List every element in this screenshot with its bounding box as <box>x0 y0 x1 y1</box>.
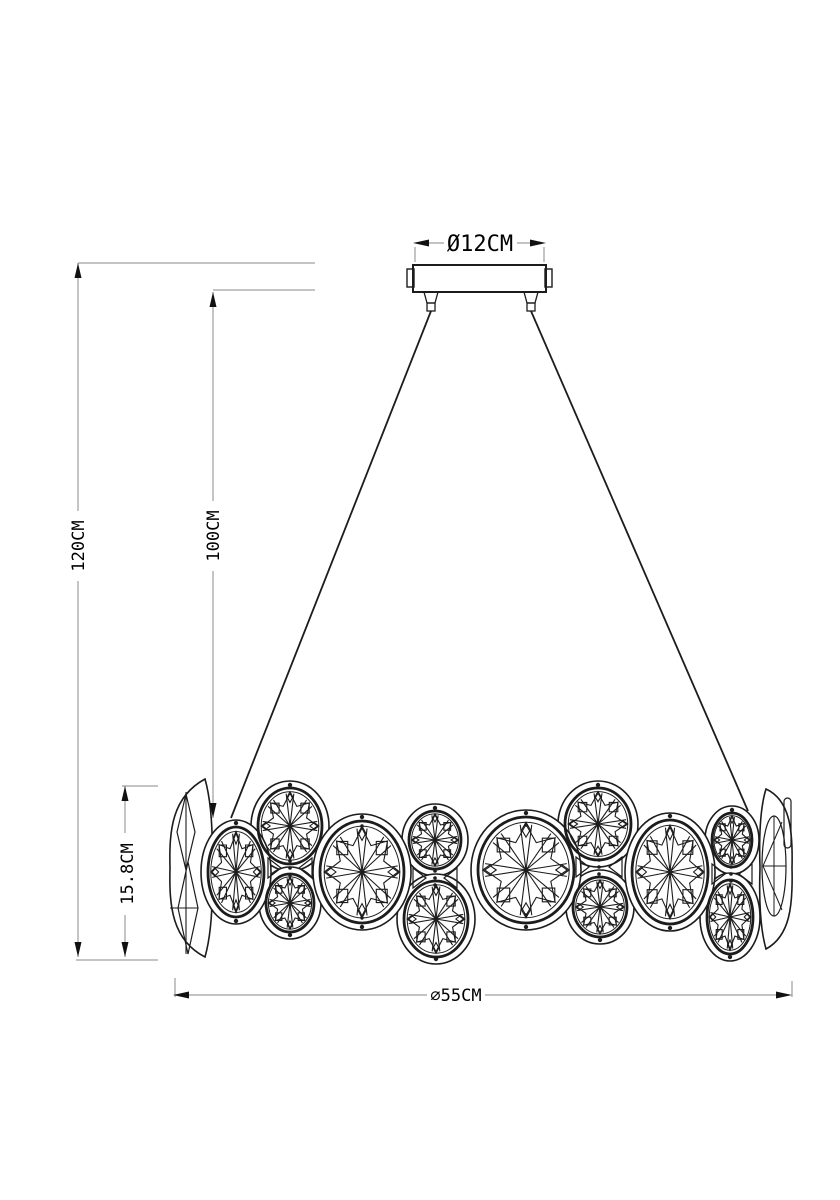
canopy-diameter-label: Ø12CM <box>446 232 514 257</box>
body-height-label: 15.8CM <box>118 843 138 905</box>
dimension-body-height <box>115 786 158 957</box>
suspension-length-label: 100CM <box>204 510 224 562</box>
cord-grip-right <box>524 292 538 311</box>
dimension-suspension-length <box>201 290 315 818</box>
arrow-up-icon <box>122 786 129 801</box>
canopy-body <box>413 265 546 292</box>
arrow-left-icon <box>413 240 429 247</box>
side-crystal-right <box>760 789 793 949</box>
body-diameter-label: ∅55CM <box>430 986 482 1006</box>
dimension-body-diameter <box>173 978 792 1006</box>
ceiling-canopy <box>407 265 552 311</box>
dimension-canopy-diameter <box>413 231 546 262</box>
arrow-up-icon <box>75 263 82 278</box>
suspension-wire-right <box>531 311 748 811</box>
overall-height-label: 120CM <box>69 520 89 572</box>
arrow-up-icon <box>210 292 217 307</box>
chandelier-band <box>170 779 792 964</box>
arrow-down-icon <box>122 942 129 957</box>
cord-grip-left <box>424 292 438 311</box>
arrow-right-icon <box>776 992 792 999</box>
arrow-right-icon <box>530 240 546 247</box>
arrow-down-icon <box>75 942 82 957</box>
suspension-wire-left <box>231 311 431 818</box>
